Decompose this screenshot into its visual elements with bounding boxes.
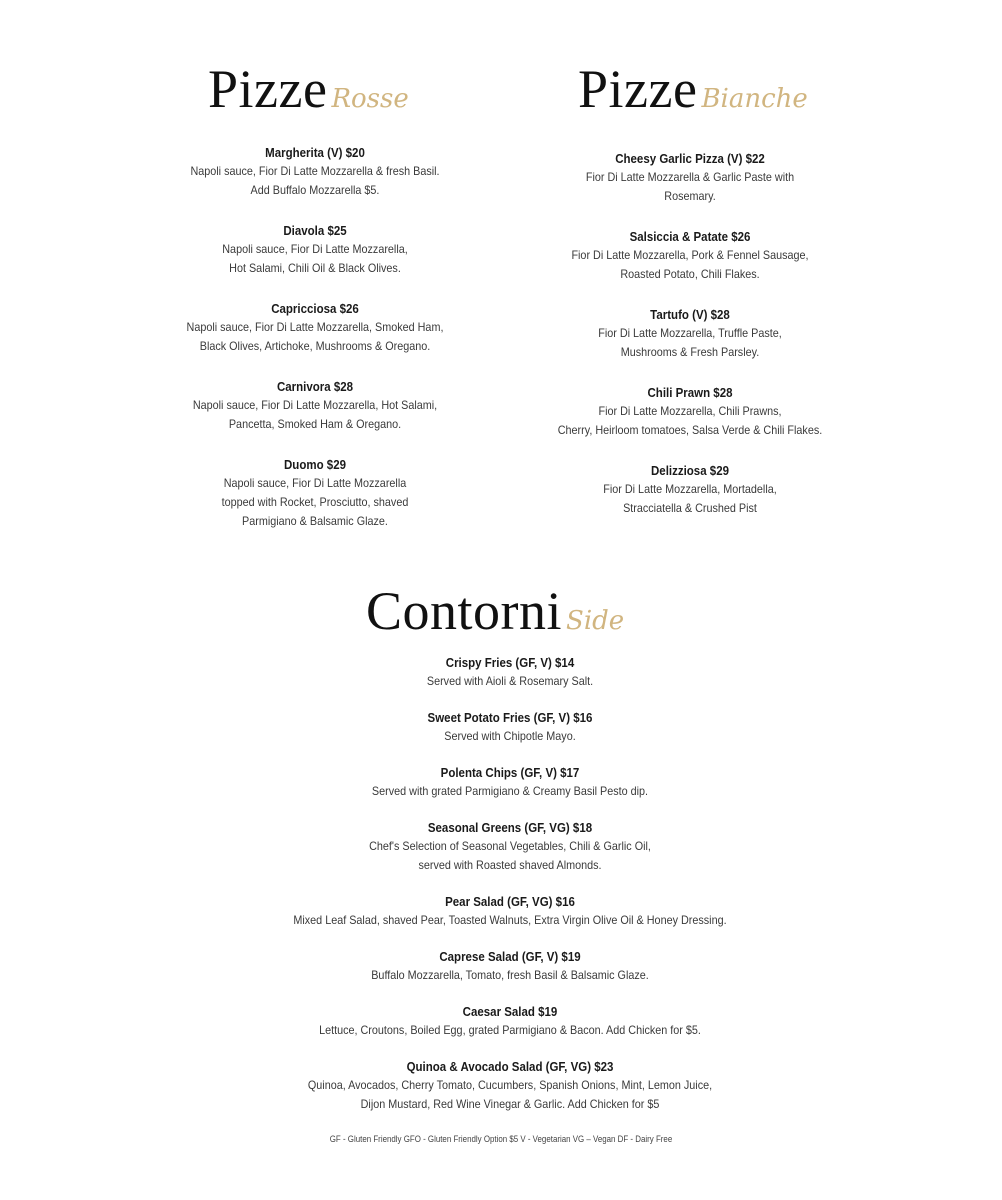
contorni-list xyxy=(160,654,860,1114)
pizze-rosse-list xyxy=(140,144,490,553)
item-description: Served with Chipotle Mayo. xyxy=(444,729,576,743)
item-description: Fior Di Latte Mozzarella, Mortadella, Stracciatella & Crushed Pist xyxy=(603,482,777,515)
section-title-pizze-bianche xyxy=(578,58,808,120)
item-description: Chef's Selection of Seasonal Vegetables, Chili & Garlic Oil, served with Roasted shaved Almonds. xyxy=(369,839,651,872)
menu-item xyxy=(160,709,860,746)
menu-item xyxy=(160,948,860,985)
title-main: Pizze xyxy=(208,59,328,119)
title-main: Contorni xyxy=(366,581,563,641)
menu-item xyxy=(140,144,490,200)
item-name: Salsiccia & Patate $26 xyxy=(629,230,751,244)
item-description: Fior Di Latte Mozzarella, Chili Prawns, Cherry, Heirloom tomatoes, Salsa Verde & Chili Flakes. xyxy=(557,404,823,437)
dietary-legend: GF - Gluten Friendly GFO - Gluten Friendly Option $5 V - Vegetarian VG – Vegan DF - Dairy Free xyxy=(329,1134,673,1144)
item-name: Margherita (V) $20 xyxy=(265,146,365,160)
section-title-contorni xyxy=(366,580,624,642)
menu-item xyxy=(140,378,490,434)
menu-item xyxy=(160,1003,860,1040)
menu-item xyxy=(160,819,860,875)
menu-item xyxy=(160,654,860,691)
item-description: Lettuce, Croutons, Boiled Egg, grated Parmigiano & Bacon. Add Chicken for $5. xyxy=(319,1023,701,1037)
item-description: Fior Di Latte Mozzarella & Garlic Paste with Rosemary. xyxy=(585,170,795,203)
pizze-bianche-list xyxy=(515,150,865,540)
title-script: Bianche xyxy=(701,84,808,114)
item-description: Served with grated Parmigiano & Creamy Basil Pesto dip. xyxy=(371,784,649,798)
item-name: Cheesy Garlic Pizza (V) $22 xyxy=(615,152,765,166)
title-script: Side xyxy=(566,606,625,636)
item-name: Capricciosa $26 xyxy=(271,302,359,316)
menu-item xyxy=(140,456,490,531)
menu-item xyxy=(140,222,490,278)
item-description: Served with Aioli & Rosemary Salt. xyxy=(426,674,594,688)
item-name: Crispy Fries (GF, V) $14 xyxy=(445,656,575,670)
menu-item xyxy=(160,893,860,930)
item-description: Buffalo Mozzarella, Tomato, fresh Basil & Balsamic Glaze. xyxy=(371,968,649,982)
item-description: Fior Di Latte Mozzarella, Pork & Fennel Sausage, Roasted Potato, Chili Flakes. xyxy=(571,248,809,281)
item-name: Delizziosa $29 xyxy=(651,464,729,478)
item-description: Quinoa, Avocados, Cherry Tomato, Cucumbers, Spanish Onions, Mint, Lemon Juice, Dijon Mustard, Red Wine Vinegar & Garlic. Add Chicken for $5 xyxy=(307,1078,713,1111)
item-description: Napoli sauce, Fior Di Latte Mozzarella, Hot Salami, Pancetta, Smoked Ham & Oregano. xyxy=(192,398,438,431)
item-name: Pear Salad (GF, VG) $16 xyxy=(445,895,575,909)
item-name: Diavola $25 xyxy=(283,224,347,238)
item-description: Fior Di Latte Mozzarella, Truffle Paste, Mushrooms & Fresh Parsley. xyxy=(598,326,782,359)
item-name: Carnivora $28 xyxy=(276,380,354,394)
item-name: Caesar Salad $19 xyxy=(462,1005,558,1019)
title-script: Rosse xyxy=(331,84,409,114)
item-name: Seasonal Greens (GF, VG) $18 xyxy=(427,821,593,835)
item-name: Sweet Potato Fries (GF, V) $16 xyxy=(427,711,593,725)
menu-item xyxy=(160,1058,860,1114)
item-name: Chili Prawn $28 xyxy=(647,386,733,400)
item-description: Napoli sauce, Fior Di Latte Mozzarella & fresh Basil. Add Buffalo Mozzarella $5. xyxy=(190,164,440,197)
title-main: Pizze xyxy=(578,59,698,119)
menu-item xyxy=(515,384,865,440)
item-description: Mixed Leaf Salad, shaved Pear, Toasted Walnuts, Extra Virgin Olive Oil & Honey Dressing. xyxy=(293,913,727,927)
item-name: Tartufo (V) $28 xyxy=(650,308,730,322)
item-name: Quinoa & Avocado Salad (GF, VG) $23 xyxy=(406,1060,614,1074)
item-description: Napoli sauce, Fior Di Latte Mozzarella, Hot Salami, Chili Oil & Black Olives. xyxy=(222,242,408,275)
menu-item xyxy=(160,764,860,801)
menu-item xyxy=(515,306,865,362)
item-name: Duomo $29 xyxy=(283,458,346,472)
menu-item xyxy=(140,300,490,356)
item-name: Caprese Salad (GF, V) $19 xyxy=(439,950,581,964)
item-name: Polenta Chips (GF, V) $17 xyxy=(440,766,580,780)
menu-item xyxy=(515,150,865,206)
section-title-pizze-rosse xyxy=(208,58,409,120)
item-description: Napoli sauce, Fior Di Latte Mozzarella, Smoked Ham, Black Olives, Artichoke, Mushrooms & Oregano. xyxy=(186,320,444,353)
menu-item xyxy=(515,462,865,518)
menu-item xyxy=(515,228,865,284)
item-description: Napoli sauce, Fior Di Latte Mozzarella topped with Rocket, Prosciutto, shaved Parmigiano & Balsamic Glaze. xyxy=(221,476,409,528)
